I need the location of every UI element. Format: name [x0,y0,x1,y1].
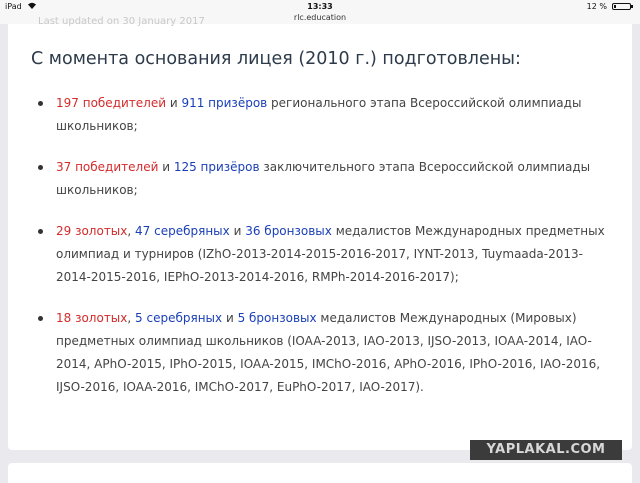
highlight-blue: 36 бронзовых [245,224,332,238]
header-cut-text: Last updated on 30 January 2017 [38,16,205,27]
bullet-icon [38,101,43,106]
achievement-item [38,307,613,399]
bullet-icon [38,229,43,234]
battery-icon [612,3,631,10]
watermark-logo: YAPLAKAL.COM [470,440,622,460]
item-text: заключительного этапа Всероссийской олимпиады школьников; [56,160,591,197]
achievement-item [38,92,613,138]
highlight-blue: 911 призёров [181,96,268,110]
achievements-list [38,92,613,417]
highlight-red: 18 золотых [56,311,128,325]
highlight-blue: 47 серебряных [135,224,230,238]
item-text: и [158,160,174,174]
item-text: и [222,311,238,325]
item-text: регионального этапа Всероссийской олимпиады школьников; [56,96,582,133]
highlight-blue: 5 бронзовых [237,311,317,325]
item-text: медалистов Международных предметных олимпиад и турниров (IZhO-2013-2014-2015-2016-2017, IYNT-2013, Tuymaada-2013-2014-2015-2016, IEPhO-2013-2014-2016, RMPh-2014-2016-2017); [56,224,605,284]
highlight-blue: 125 призёров [173,160,260,174]
url-text[interactable]: rlc.education [293,13,347,22]
bullet-icon [38,316,43,321]
battery-percent: 12 % [586,2,607,11]
item-text: , [127,311,136,325]
device-name: iPad [5,2,22,11]
achievement-item [38,156,613,202]
highlight-red: 29 золотых [56,224,128,238]
bullet-icon [38,165,43,170]
page-title: С момента основания лицея (2010 г.) подготовлены: [31,49,521,69]
battery-fill [614,5,616,8]
highlight-red: 37 победителей [56,160,159,174]
achievement-item [38,220,613,289]
highlight-blue: 5 серебряных [135,311,223,325]
next-card [8,463,632,483]
item-text: и [229,224,246,238]
item-text: , [127,224,136,238]
item-text: медалистов Международных (Мировых) предметных олимпиад школьников (IOAA-2013, IAO-2013, IJSO-2013, IOAA-2014, IAO-2014, APhO-2015, IPhO-2015, IOAA-2015, IMChO-2016, APhO-2016, IPhO-2016, IAO-2016, IJSO-2016, IOAA-2016, IMChO-2017, EuPhO-2017, IAO-2017). [56,311,601,394]
item-text: и [166,96,182,110]
status-bar [0,0,640,14]
highlight-red: 197 победителей [56,96,167,110]
clock: 13:33 [307,2,333,11]
